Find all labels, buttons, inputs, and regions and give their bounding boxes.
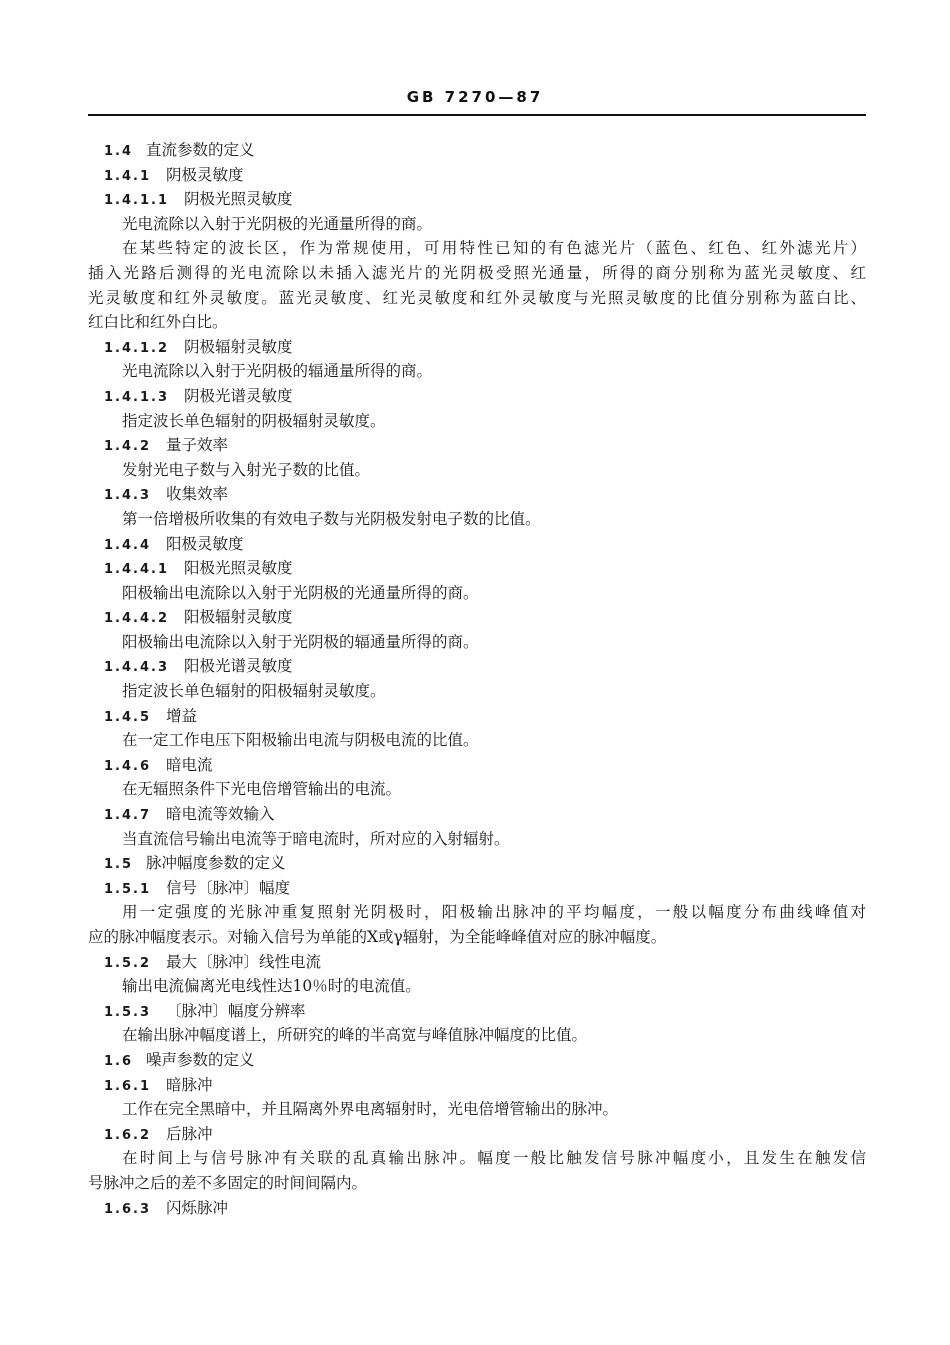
section-title: 直流参数的定义 — [146, 141, 255, 159]
section-title: 阳极灵敏度 — [166, 534, 244, 553]
section-number: 1.4.5 — [104, 709, 152, 725]
section-title: 阳极光照灵敏度 — [184, 559, 293, 578]
paragraph-line: 用一定强度的光脉冲重复照射光阴极时，阳极输出脉冲的平均幅度，一般以幅度分布曲线峰值对 — [122, 903, 866, 922]
section-number: 1.5.3 — [104, 1004, 152, 1020]
section-number: 1.6.3 — [104, 1201, 152, 1217]
definition-text: 在输出脉冲幅度谱上，所研究的峰的半高宽与峰值脉冲幅度的比值。 — [122, 1026, 588, 1045]
section-title: 阳极辐射灵敏度 — [184, 608, 293, 627]
paragraph-line: 在时间上与信号脉冲有关联的乱真输出脉冲。幅度一般比触发信号脉冲幅度小，且发生在触发信 — [122, 1149, 866, 1168]
definition-text: 第一倍增极所收集的有效电子数与光阴极发射电子数的比值。 — [122, 509, 541, 528]
section-heading — [88, 605, 866, 630]
section-heading — [88, 1196, 866, 1221]
section-number: 1.6.1 — [104, 1078, 152, 1094]
section-title: 信号〔脉冲〕幅度 — [166, 878, 291, 897]
section-title: 阴极灵敏度 — [166, 165, 244, 184]
section-title: 闪烁脉冲 — [166, 1198, 229, 1217]
section-heading — [88, 556, 866, 581]
section-heading — [88, 163, 866, 188]
paragraph-line: 在某些特定的波长区，作为常规使用，可用特性已知的有色滤光片（蓝色、红色、红外滤光片） — [122, 239, 866, 258]
section-heading — [88, 482, 866, 507]
paragraph-line: 红白比和红外白比。 — [88, 313, 228, 332]
section-heading — [88, 1073, 866, 1098]
header-rule — [88, 114, 866, 116]
section-heading — [88, 999, 866, 1024]
section-number: 1.4.1.2 — [104, 340, 169, 356]
section-title: 阴极辐射灵敏度 — [184, 337, 293, 356]
section-number: 1.4.1.1 — [104, 193, 169, 209]
section-number: 1.5.2 — [104, 955, 152, 971]
section-title: 收集效率 — [166, 485, 229, 504]
section-heading — [88, 876, 866, 901]
paragraph-line: 光灵敏度和红外灵敏度。蓝光灵敏度、红光灵敏度和红外灵敏度与光照灵敏度的比值分别称为蓝白比、 — [88, 288, 866, 307]
section-heading — [88, 802, 866, 827]
section-heading — [88, 1048, 866, 1073]
section-number: 1.4.1.3 — [104, 389, 169, 405]
section-title: 量子效率 — [166, 436, 229, 455]
definition-text: 输出电流偏离光电线性达10％时的电流值。 — [122, 977, 421, 996]
definition-text: 在一定工作电压下阳极输出电流与阴极电流的比值。 — [122, 731, 479, 750]
section-title: 最大〔脉冲〕线性电流 — [166, 952, 322, 971]
section-title: 〔脉冲〕幅度分辨率 — [166, 1001, 306, 1020]
section-heading — [88, 851, 866, 876]
section-number: 1.5 — [104, 857, 134, 873]
definition-text: 指定波长单色辐射的阴极辐射灵敏度。 — [122, 411, 386, 430]
section-title: 增益 — [166, 706, 198, 725]
paragraph-line: 号脉冲之后的差不多固定的时间间隔内。 — [88, 1173, 368, 1192]
section-title: 暗电流 — [166, 755, 213, 774]
section-heading — [88, 704, 866, 729]
document-body — [88, 138, 866, 1220]
section-number: 1.4.2 — [104, 439, 152, 455]
section-number: 1.4.4.3 — [104, 660, 169, 676]
section-number: 1.4.4.2 — [104, 611, 169, 627]
section-number: 1.4.6 — [104, 758, 152, 774]
section-title: 暗电流等效输入 — [166, 805, 275, 824]
definition-text: 指定波长单色辐射的阳极辐射灵敏度。 — [122, 682, 386, 701]
section-number: 1.4.1 — [104, 168, 152, 184]
section-heading — [88, 753, 866, 778]
definition-text: 光电流除以入射于光阴极的光通量所得的商。 — [122, 214, 433, 233]
section-heading — [88, 532, 866, 557]
section-heading — [88, 1122, 866, 1147]
section-title: 阴极光照灵敏度 — [184, 190, 293, 209]
section-number: 1.6.2 — [104, 1127, 152, 1143]
section-heading — [88, 187, 866, 212]
section-heading — [88, 950, 866, 975]
definition-text: 光电流除以入射于光阴极的辐通量所得的商。 — [122, 362, 433, 381]
section-number: 1.5.1 — [104, 881, 152, 897]
page-header: GB 7270—87 — [406, 88, 544, 106]
section-title: 暗脉冲 — [166, 1075, 213, 1094]
section-title: 阴极光谱灵敏度 — [184, 386, 293, 405]
section-heading — [88, 654, 866, 679]
section-heading — [88, 138, 866, 163]
section-title: 噪声参数的定义 — [146, 1050, 255, 1069]
section-heading — [88, 433, 866, 458]
section-number: 1.4.7 — [104, 808, 152, 824]
section-number: 1.4 — [104, 144, 134, 159]
section-heading — [88, 335, 866, 360]
paragraph-line: 应的脉冲幅度表示。对输入信号为单能的X或γ辐射，为全能峰峰值对应的脉冲幅度。 — [88, 928, 667, 946]
section-heading — [88, 384, 866, 409]
section-title: 后脉冲 — [166, 1124, 213, 1143]
definition-text: 当直流信号输出电流等于暗电流时，所对应的入射辐射。 — [122, 829, 510, 848]
section-title: 脉冲幅度参数的定义 — [146, 854, 286, 873]
section-number: 1.6 — [104, 1053, 134, 1069]
section-number: 1.4.4.1 — [104, 562, 169, 578]
definition-text: 发射光电子数与入射光子数的比值。 — [122, 460, 371, 479]
definition-text: 阳极输出电流除以入射于光阴极的光通量所得的商。 — [122, 583, 479, 602]
paragraph-line: 插入光路后测得的光电流除以未插入滤光片的光阴极受照光通量，所得的商分别称为蓝光灵敏度、红 — [88, 263, 866, 282]
definition-text: 阳极输出电流除以入射于光阴极的辐通量所得的商。 — [122, 632, 479, 651]
section-number: 1.4.3 — [104, 488, 152, 504]
section-number: 1.4.4 — [104, 537, 152, 553]
section-title: 阳极光谱灵敏度 — [184, 657, 293, 676]
definition-text: 工作在完全黑暗中，并且隔离外界电离辐射时，光电倍增管输出的脉冲。 — [122, 1100, 619, 1119]
definition-text: 在无辐照条件下光电倍增管输出的电流。 — [122, 780, 402, 799]
